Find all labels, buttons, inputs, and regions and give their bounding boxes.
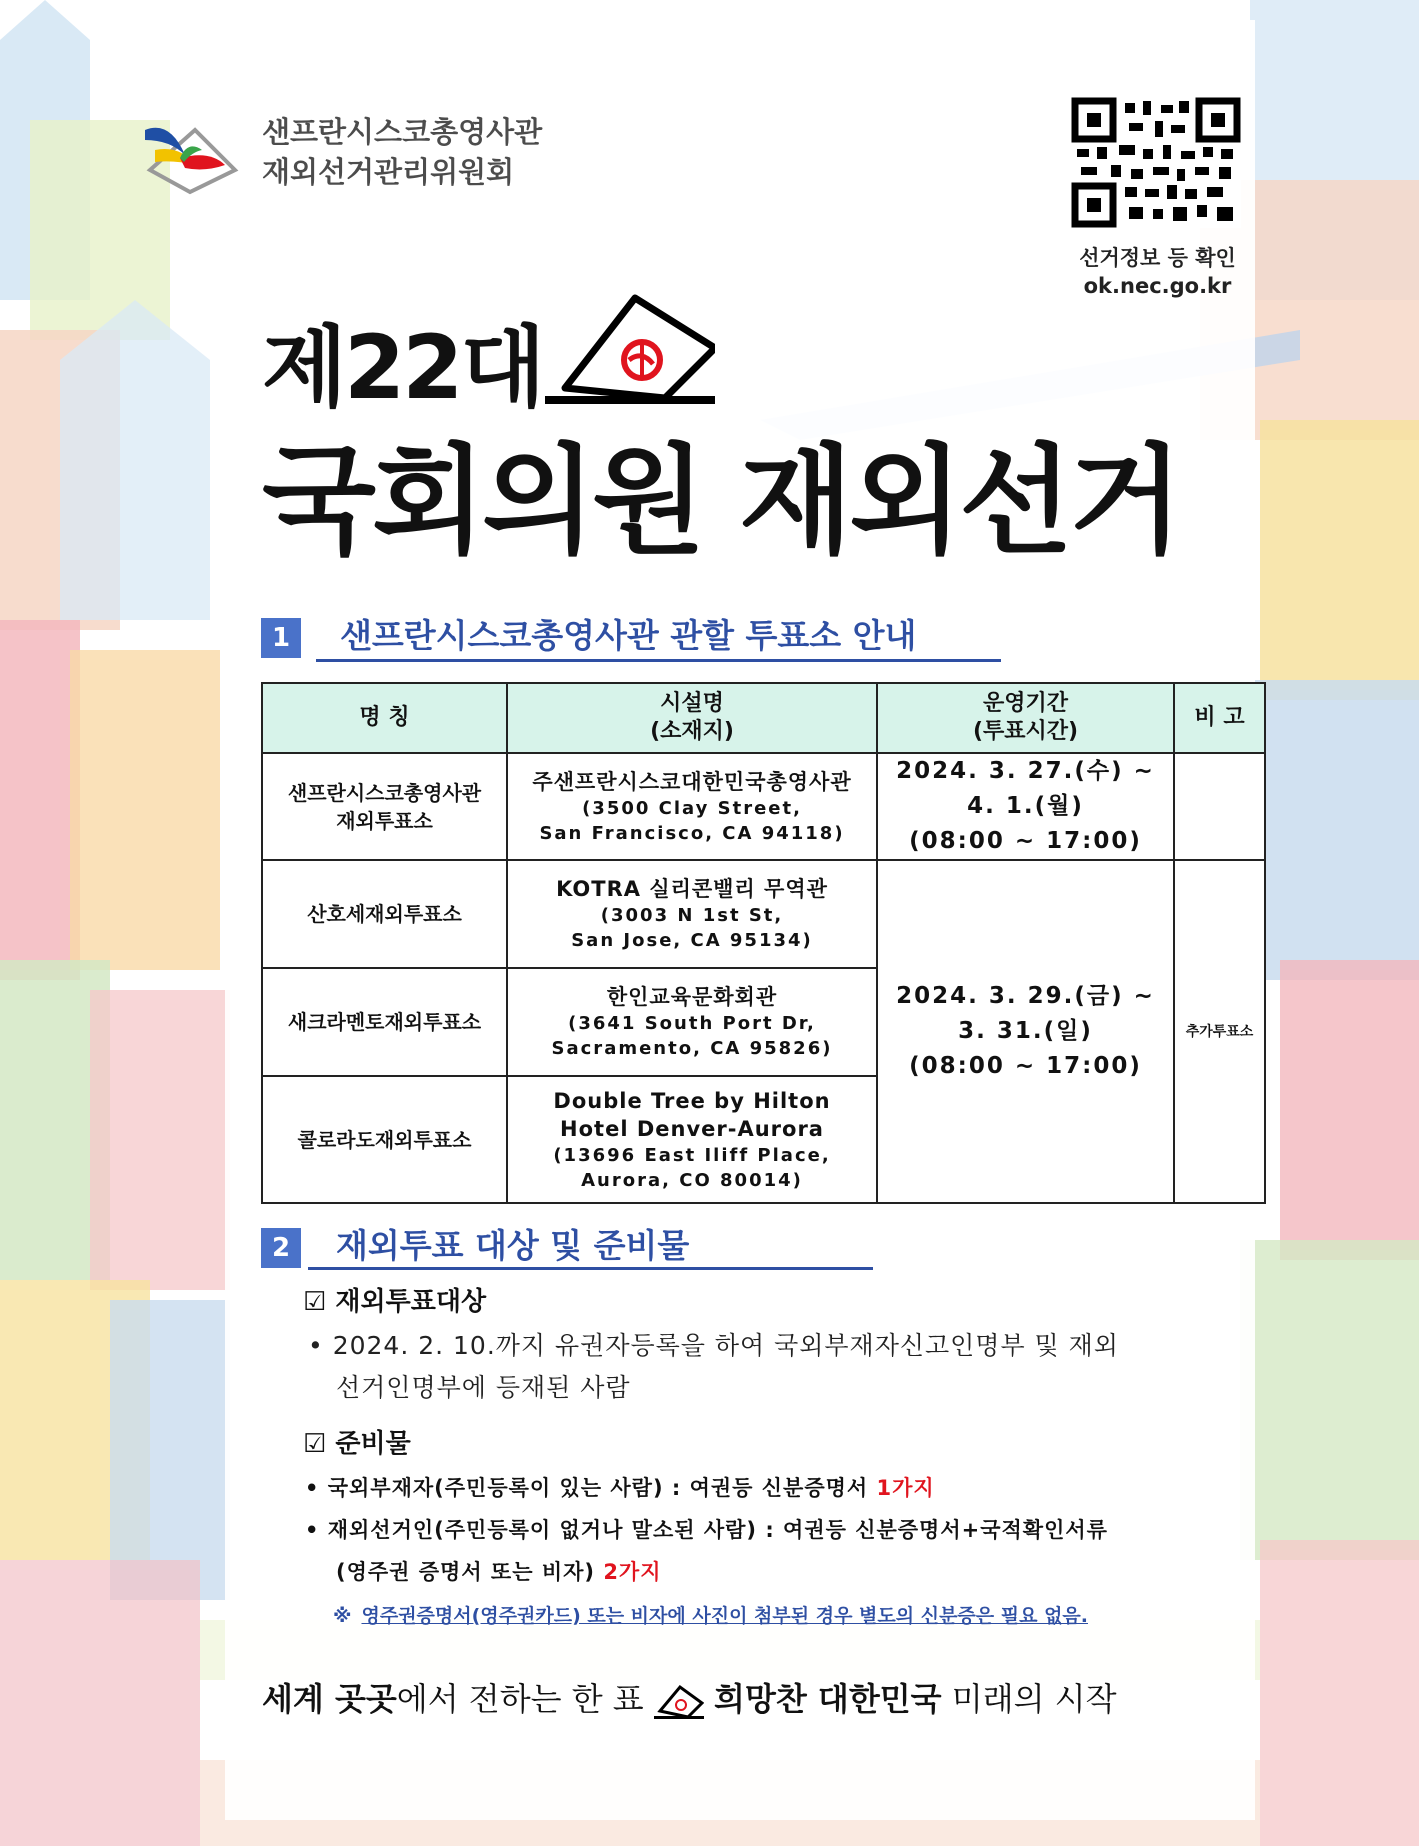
slogan: 세계 곳곳에서 전하는 한 표 희망찬 대한민국 미래의 시작 [262, 1680, 1117, 1718]
station-name: 산호세재외투표소 [262, 860, 507, 968]
section-1-number: 1 [261, 618, 301, 658]
ballot-box-icon [545, 288, 715, 408]
qr-caption [1050, 244, 1265, 300]
station-note-empty [1174, 753, 1265, 860]
election-commission-logo [140, 110, 240, 195]
station-note-additional: 추가투표소 [1174, 860, 1265, 1203]
table-header-row [262, 683, 1265, 753]
ballot-icon [654, 1683, 704, 1719]
org-line-1: 샌프란시스코총영사관 [262, 115, 543, 149]
section-1-underline [316, 659, 1001, 662]
section-2-heading: 재외투표 대상 및 준비물 [336, 1226, 690, 1265]
target-line-1: • 2024. 2. 10.까지 유권자등록을 하여 국외부재자신고인명부 및 재외 [308, 1331, 1119, 1360]
table-row [262, 753, 1265, 860]
station-name: 새크라멘토재외투표소 [262, 968, 507, 1076]
footnote: ※ 영주권증명서(영주권카드) 또는 비자에 사진이 첨부된 경우 별도의 신분증은 필요 없음. [333, 1605, 1088, 1627]
prep-item-2-line-1: • 재외선거인(주민등록이 없거나 말소된 사람) : 여권등 신분증명서+국적확인서류 [305, 1518, 1108, 1542]
target-line-2: 선거인명부에 등재된 사람 [336, 1373, 631, 1402]
station-facility: 주샌프란시스코대한민국총영사관 (3500 Clay Street, San Francisco, CA 94118) [507, 753, 877, 860]
prep-item-1: • 국외부재자(주민등록이 있는 사람) : 여권등 신분증명서 1가지 [305, 1476, 935, 1500]
station-period-a: 2024. 3. 27.(수) ~ 4. 1.(월) (08:00 ~ 17:00) [877, 753, 1174, 860]
organization-name [262, 112, 542, 192]
header-period: 운영기간 (투표시간) [877, 683, 1174, 753]
section-2-number: 2 [261, 1228, 301, 1268]
header-name: 명 칭 [262, 683, 507, 753]
station-period-b: 2024. 3. 29.(금) ~ 3. 31.(일) (08:00 ~ 17:00) [877, 860, 1174, 1203]
target-label: ☑ 재외투표대상 [303, 1287, 487, 1317]
prep-item-2-line-2: (영주권 증명서 또는 비자) 2가지 [336, 1560, 662, 1584]
prep-item-2-count: 2가지 [603, 1560, 662, 1584]
station-facility: 한인교육문화회관 (3641 South Port Dr, Sacramento, CA 95826) [507, 968, 877, 1076]
title-main: 국회의원 재외선거 [262, 432, 1179, 570]
station-facility: KOTRA 실리콘밸리 무역관 (3003 N 1st St, San Jose, CA 95134) [507, 860, 877, 968]
polling-station-table [261, 682, 1266, 1204]
section-2-underline [308, 1267, 873, 1270]
section-1-heading: 샌프란시스코총영사관 관할 투표소 안내 [340, 616, 917, 655]
qr-caption-line-1: 선거정보 등 확인 [1079, 246, 1236, 270]
prep-label: ☑ 준비물 [303, 1429, 411, 1459]
website-url[interactable]: ok.nec.go.kr [1083, 274, 1232, 298]
header-facility: 시설명 (소재지) [507, 683, 877, 753]
station-name: 콜로라도재외투표소 [262, 1076, 507, 1203]
station-name: 샌프란시스코총영사관 재외투표소 [262, 753, 507, 860]
table-row [262, 860, 1265, 968]
prep-item-1-count: 1가지 [876, 1476, 935, 1500]
header-note: 비 고 [1174, 683, 1265, 753]
station-facility: Double Tree by Hilton Hotel Denver-Aurora (13696 East Iliff Place, Aurora, CO 80014) [507, 1076, 877, 1203]
title-election-number: 제22대 [262, 316, 543, 419]
org-line-2: 재외선거관리위원회 [262, 155, 515, 189]
qr-code[interactable] [1071, 97, 1241, 228]
